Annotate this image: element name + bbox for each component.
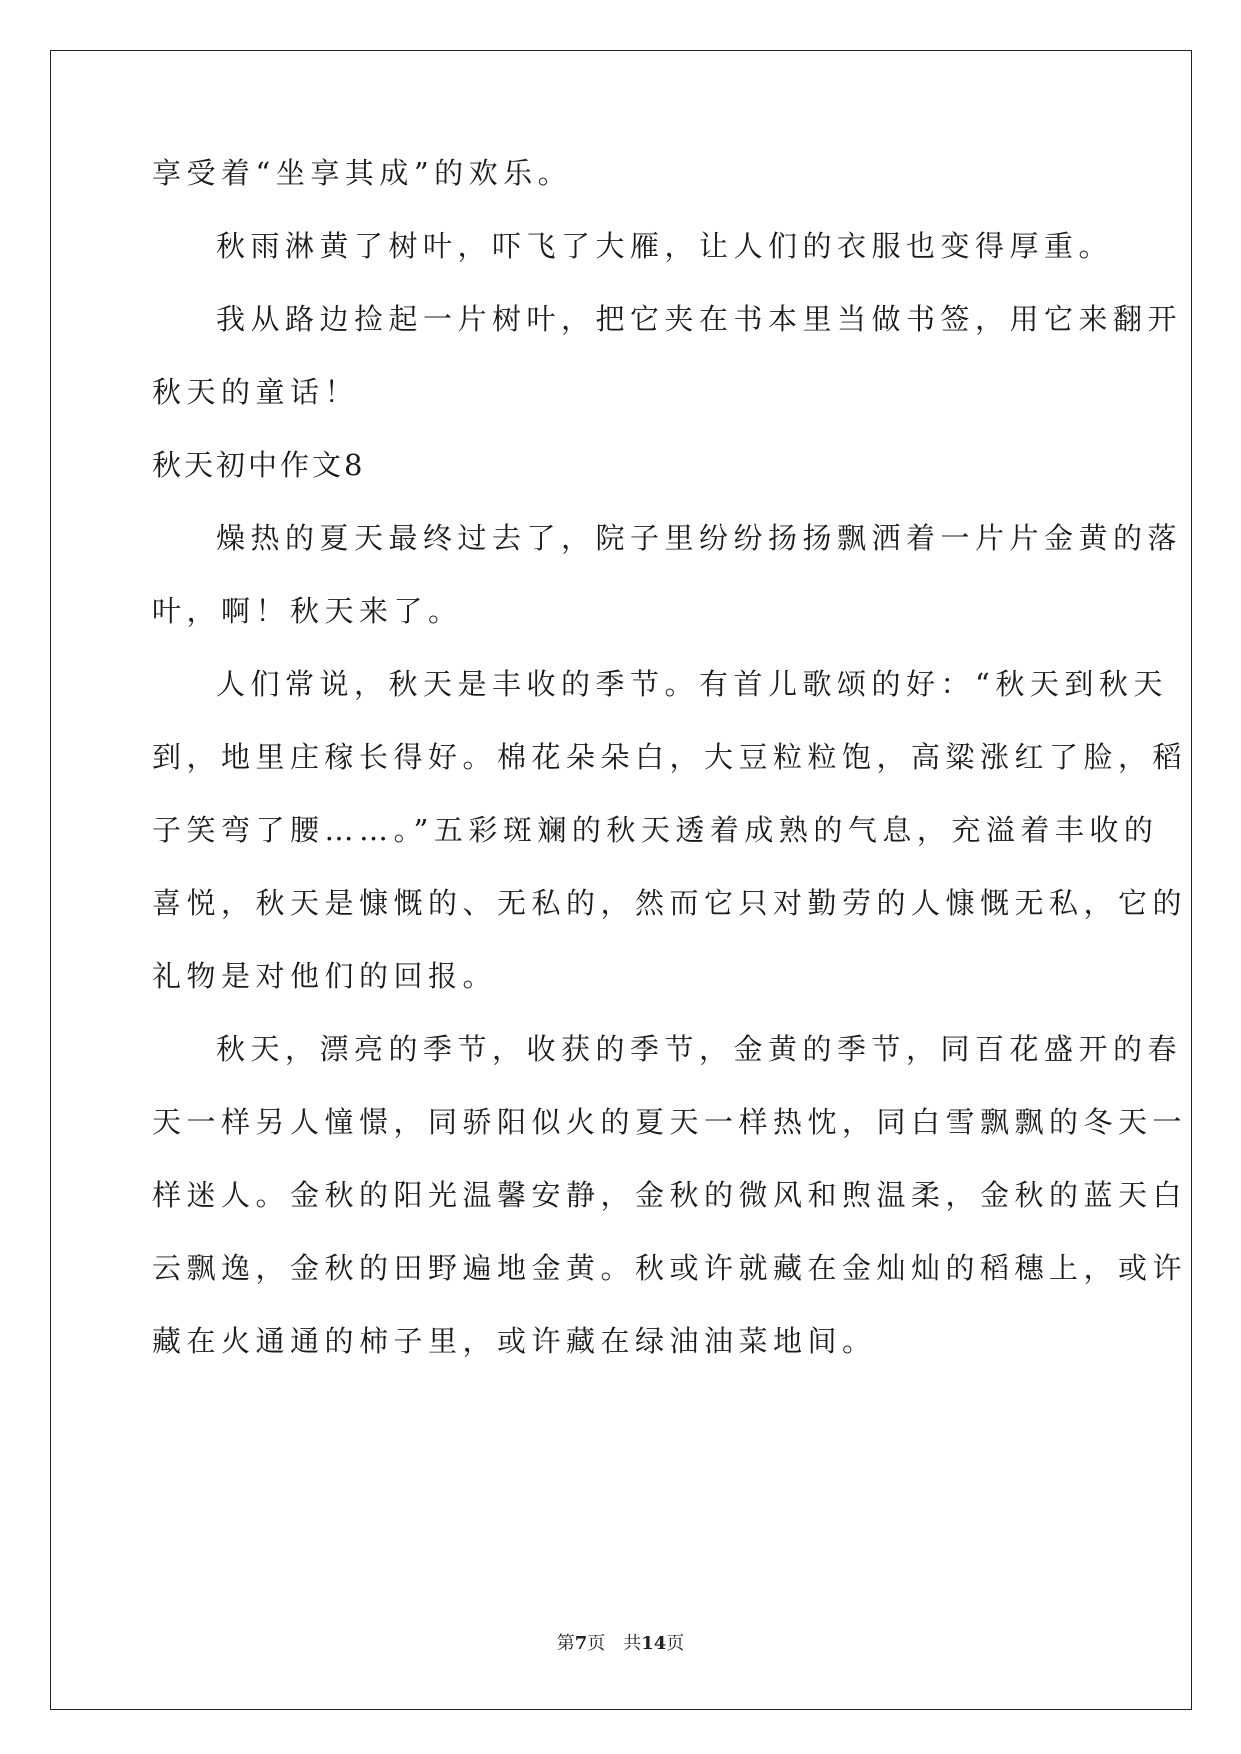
paragraph-line: 燥热的夏天最终过去了，院子里纷纷扬扬飘洒着一片片金黄的落 [216, 521, 1183, 555]
total-prefix: 共 [623, 1633, 642, 1654]
page-border [50, 50, 1192, 1710]
paragraph-line: 天一样另人憧憬，同骄阳似火的夏天一样热忱，同白雪飘飘的冬天一 [152, 1105, 1188, 1139]
page-current-number: 7 [574, 1633, 588, 1654]
paragraph-line: 喜悦，秋天是慷慨的、无私的，然而它只对勤劳的人慷慨无私，它的 [152, 886, 1188, 920]
page-suffix: 页 [587, 1633, 606, 1654]
paragraph-line: 云飘逸，金秋的田野遍地金黄。秋或许就藏在金灿灿的稻穗上，或许 [152, 1251, 1188, 1285]
paragraph-line: 秋雨淋黄了树叶，吓飞了大雁，让人们的衣服也变得厚重。 [216, 229, 1114, 263]
paragraph-line: 我从路边捡起一片树叶，把它夹在书本里当做书签，用它来翻开 [216, 302, 1183, 336]
paragraph-line: 秋天的童话！ [152, 375, 360, 409]
total-suffix: 页 [666, 1633, 685, 1654]
paragraph-line: 藏在火通通的柿子里，或许藏在绿油油菜地间。 [152, 1324, 877, 1358]
paragraph-line: 到，地里庄稼长得好。棉花朵朵白，大豆粒粒饱，高粱涨红了脸，稻 [152, 740, 1188, 774]
paragraph-line: 礼物是对他们的回报。 [152, 959, 498, 993]
paragraph-line: 秋天，漂亮的季节，收获的季节，金黄的季节，同百花盛开的春 [216, 1032, 1183, 1066]
paragraph-line: 叶，啊！秋天来了。 [152, 594, 463, 628]
page-total-number: 14 [641, 1633, 667, 1654]
paragraph-line: 享受着“坐享其成”的欢乐。 [152, 156, 573, 190]
paragraph-line: 子笑弯了腰……。”五彩斑斓的秋天透着成熟的气息，充溢着丰收的 [152, 813, 1159, 847]
page-prefix: 第 [556, 1633, 575, 1654]
page-footer [0, 1633, 1241, 1655]
paragraph-line: 样迷人。金秋的阳光温馨安静，金秋的微风和煦温柔，金秋的蓝天白 [152, 1178, 1188, 1212]
paragraph-line: 人们常说，秋天是丰收的季节。有首儿歌颂的好：“秋天到秋天 [216, 667, 1168, 701]
section-heading: 秋天初中作文8 [152, 448, 366, 482]
